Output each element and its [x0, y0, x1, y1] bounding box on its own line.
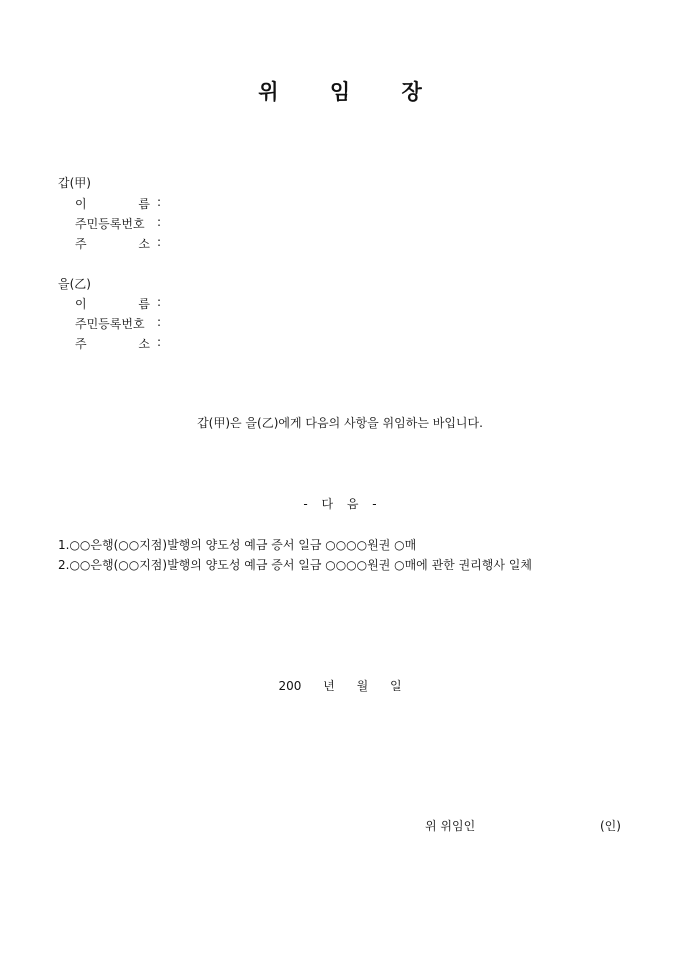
party-a-name-colon: : [157, 195, 162, 209]
party-a-address-label-text: 주 소 [75, 237, 150, 251]
party-b-address-label [75, 335, 150, 352]
party-b-name-colon: : [157, 295, 162, 309]
party-b-id-colon: : [157, 315, 162, 329]
party-b-name-label-text: 이 름 [75, 297, 150, 311]
party-a-heading: 갑(甲) [58, 176, 91, 190]
party-a-id-label-text: 주민등록번호 [75, 217, 145, 231]
document-title: 위 임 장 [258, 79, 444, 104]
party-a-name-label-text: 이 름 [75, 197, 150, 211]
party-a-address-colon: : [157, 235, 162, 249]
delegation-statement: 갑(甲)은 을(乙)에게 다음의 사항을 위임하는 바입니다. [197, 416, 483, 430]
party-a-address-label [75, 235, 150, 252]
delegator-label: 위 위임인 [425, 819, 476, 833]
delegated-item-2: 2.○○은행(○○지점)발행의 양도성 예금 증서 일금 ○○○○원권 ○매에 관한 권리행사 일체 [58, 558, 532, 572]
party-a-name-label [75, 195, 150, 212]
party-b-address-colon: : [157, 335, 162, 349]
party-b-name-label [75, 295, 150, 312]
party-b-address-label-text: 주 소 [75, 337, 150, 351]
party-a-id-label [75, 215, 150, 232]
party-a-id-colon: : [157, 215, 162, 229]
date-line: 200 년 월 일 [278, 679, 402, 693]
seal-mark: (인) [600, 819, 621, 833]
party-b-id-label-text: 주민등록번호 [75, 317, 145, 331]
section-heading: - 다 음 - [303, 497, 377, 511]
party-b-id-label [75, 315, 150, 332]
delegated-item-1: 1.○○은행(○○지점)발행의 양도성 예금 증서 일금 ○○○○원권 ○매 [58, 538, 417, 552]
party-b-heading: 을(乙) [58, 277, 91, 291]
